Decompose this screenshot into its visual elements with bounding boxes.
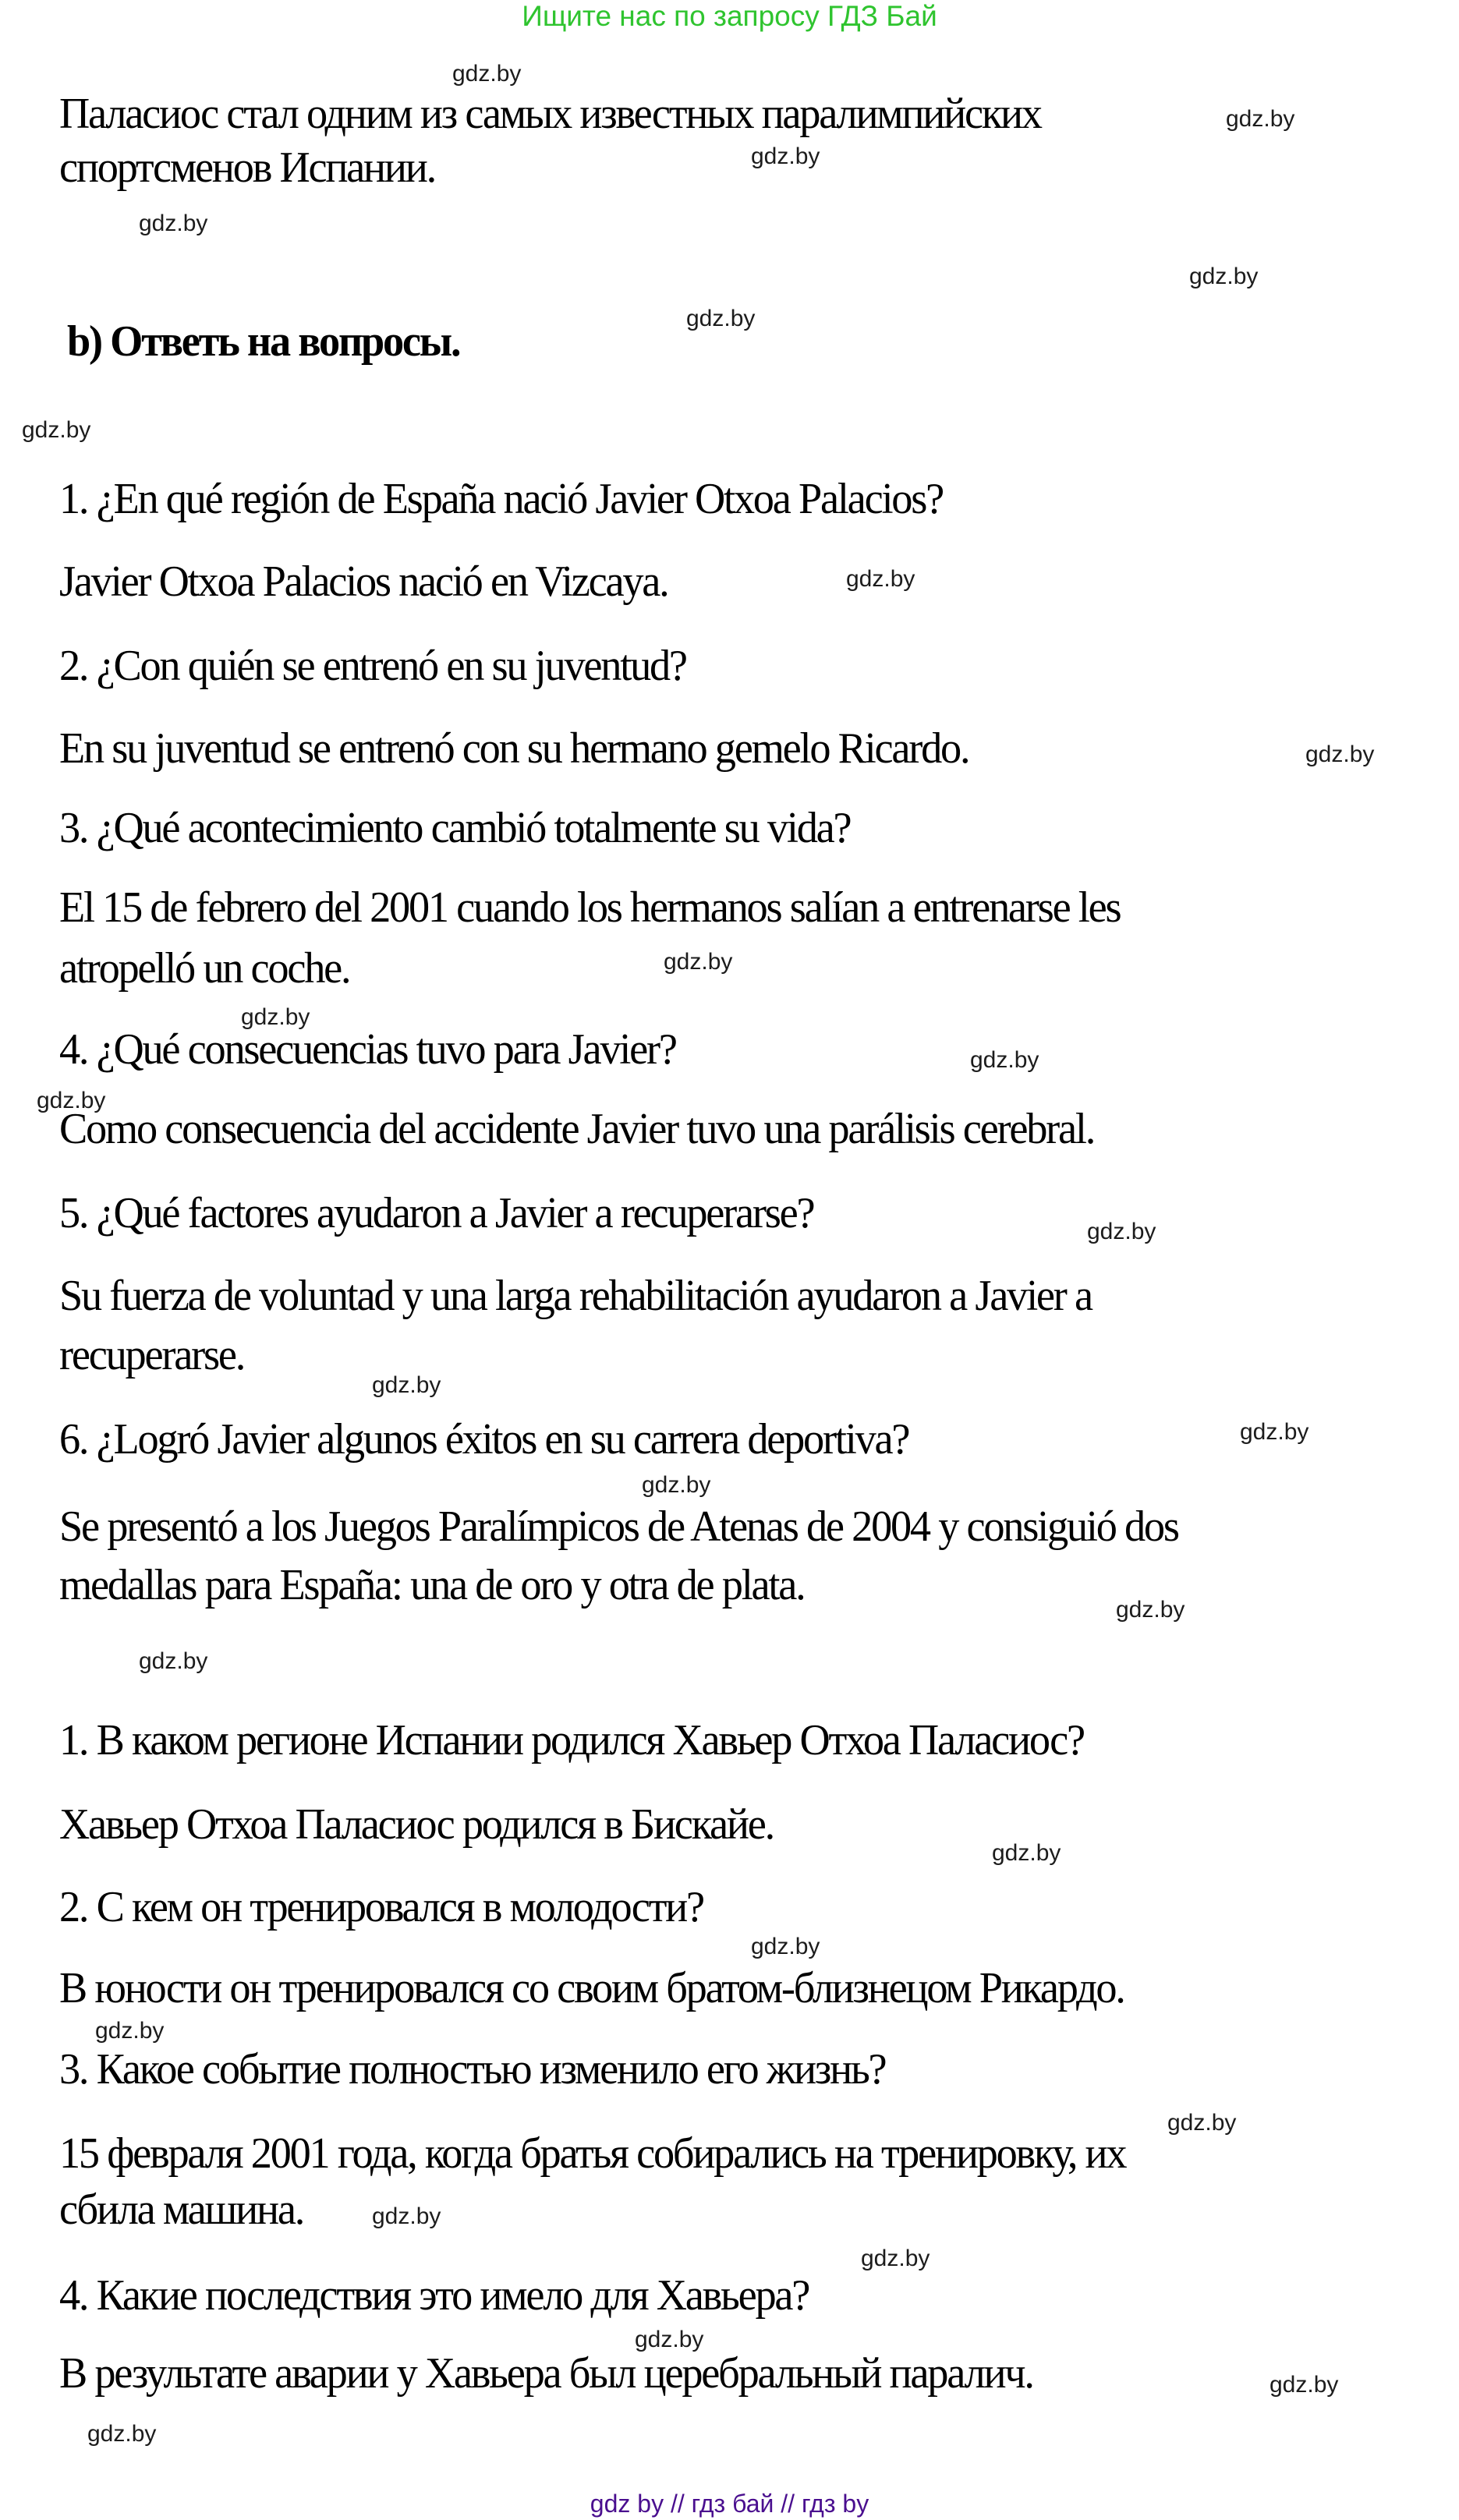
spanish-answer-1: Javier Otxoa Palacios nació en Vizcaya.	[59, 557, 668, 606]
spanish-answer-6-line-2: medallas para España: una de oro y otra de plata.	[59, 1561, 805, 1609]
footer-credits: gdz by // гдз бай // гдз by	[590, 2490, 869, 2518]
gdz-watermark: gdz.by	[1116, 1597, 1185, 1623]
russian-answer-3-line-1: 15 февраля 2001 года, когда братья собирались на тренировку, их	[59, 2129, 1126, 2178]
spanish-question-2: 2. ¿Con quién se entrenó en su juventud?	[59, 642, 686, 690]
gdz-watermark: gdz.by	[992, 1840, 1061, 1866]
gdz-watermark: gdz.by	[95, 2018, 165, 2044]
russian-answer-3-line-2: сбила машина.	[59, 2186, 304, 2234]
spanish-answer-2: En su juventud se entrenó con su hermano gemelo Ricardo.	[59, 724, 969, 773]
russian-question-4: 4. Какие последствия это имело для Хавьера?	[59, 2271, 809, 2320]
russian-question-3: 3. Какое событие полностью изменило его жизнь?	[59, 2045, 886, 2094]
gdz-watermark: gdz.by	[1087, 1219, 1156, 1244]
gdz-watermark: gdz.by	[372, 1372, 441, 1398]
gdz-watermark: gdz.by	[1226, 106, 1295, 132]
gdz-watermark: gdz.by	[664, 949, 733, 975]
intro-line-2: спортсменов Испании.	[59, 143, 435, 192]
gdz-watermark: gdz.by	[1189, 264, 1259, 289]
gdz-watermark: gdz.by	[1167, 2110, 1237, 2136]
gdz-watermark: gdz.by	[751, 143, 820, 169]
russian-answer-4: В результате аварии у Хавьера был церебральный паралич.	[59, 2349, 1033, 2398]
spanish-question-6: 6. ¿Logró Javier algunos éxitos en su carrera deportiva?	[59, 1415, 909, 1464]
gdz-watermark: gdz.by	[751, 1934, 820, 1959]
gdz-watermark: gdz.by	[452, 61, 522, 87]
gdz-watermark: gdz.by	[1305, 741, 1375, 767]
gdz-watermark: gdz.by	[635, 2327, 704, 2352]
gdz-watermark: gdz.by	[37, 1088, 106, 1113]
gdz-watermark: gdz.by	[241, 1004, 310, 1030]
russian-answer-1: Хавьер Отхоа Паласиос родился в Бискайе.	[59, 1800, 774, 1849]
gdz-watermark: gdz.by	[139, 211, 208, 236]
spanish-question-4: 4. ¿Qué consecuencias tuvo para Javier?	[59, 1025, 676, 1074]
gdz-watermark: gdz.by	[642, 1472, 711, 1498]
gdz-watermark: gdz.by	[1240, 1419, 1309, 1445]
gdz-watermark: gdz.by	[139, 1648, 208, 1674]
gdz-watermark: gdz.by	[861, 2246, 930, 2271]
russian-question-1: 1. В каком регионе Испании родился Хавьер Отхоа Паласиос?	[59, 1716, 1084, 1764]
gdz-watermark: gdz.by	[1270, 2372, 1339, 2398]
gdz-watermark: gdz.by	[970, 1047, 1039, 1073]
gdz-watermark: gdz.by	[846, 566, 915, 592]
gdz-watermark: gdz.by	[372, 2203, 441, 2229]
intro-line-1: Паласиос стал одним из самых известных паралимпийских	[59, 90, 1041, 138]
spanish-question-1: 1. ¿En qué región de España nació Javier Otxoa Palacios?	[59, 475, 944, 523]
spanish-answer-3-line-1: El 15 de febrero del 2001 cuando los hermanos salían a entrenarse les	[59, 883, 1121, 932]
spanish-question-3: 3. ¿Qué acontecimiento cambió totalmente su vida?	[59, 804, 851, 852]
russian-answer-2: В юности он тренировался со своим братом-близнецом Рикардо.	[59, 1964, 1124, 2012]
spanish-answer-6-line-1: Se presentó a los Juegos Paralímpicos de Atenas de 2004 y consiguió dos	[59, 1502, 1178, 1551]
spanish-question-5: 5. ¿Qué factores ayudaron a Javier a recuperarse?	[59, 1189, 814, 1237]
gdz-watermark: gdz.by	[22, 417, 91, 443]
promo-banner: Ищите нас по запросу ГДЗ Бай	[522, 0, 937, 32]
gdz-watermark: gdz.by	[686, 306, 756, 331]
russian-question-2: 2. С кем он тренировался в молодости?	[59, 1883, 703, 1931]
spanish-answer-5-line-1: Su fuerza de voluntad y una larga rehabilitación ayudaron a Javier a	[59, 1272, 1092, 1320]
spanish-answer-4: Como consecuencia del accidente Javier tuvo una parálisis cerebral.	[59, 1105, 1095, 1153]
spanish-answer-5-line-2: recuperarse.	[59, 1331, 245, 1379]
task-heading: b) Ответь на вопросы.	[67, 317, 460, 366]
gdz-watermark: gdz.by	[87, 2421, 157, 2447]
spanish-answer-3-line-2: atropelló un coche.	[59, 944, 350, 993]
